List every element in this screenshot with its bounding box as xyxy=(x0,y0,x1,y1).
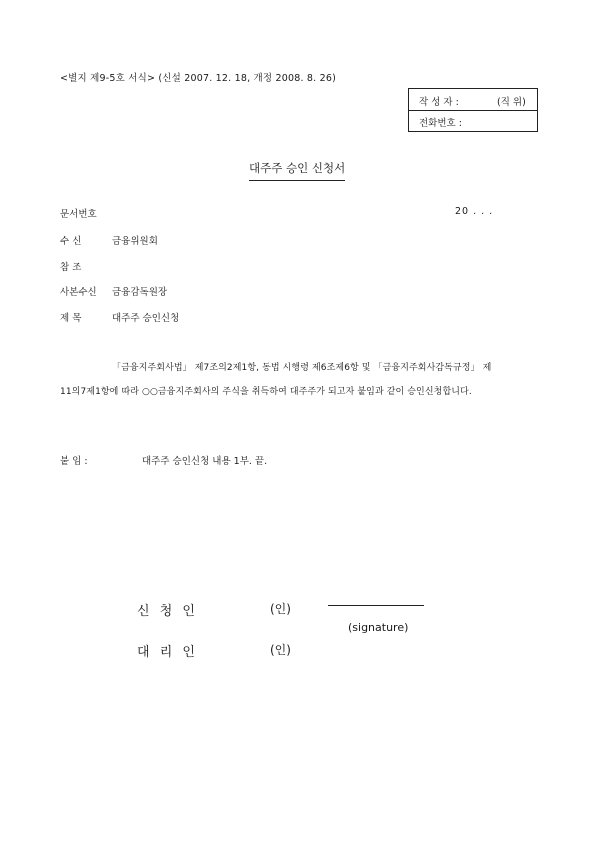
signature-caption: (signature) xyxy=(348,621,409,634)
applicant-label: 신 청 인 xyxy=(137,604,198,619)
phone-row xyxy=(409,110,537,131)
document-title: 대주주 승인 신청서 xyxy=(249,160,345,181)
recipient-value: 금융위원회 xyxy=(112,236,158,247)
author-position: (직 위) xyxy=(497,97,526,108)
subject-label: 제 목 xyxy=(60,313,82,324)
author-row xyxy=(409,89,537,111)
reference-label: 참 조 xyxy=(60,262,82,273)
writer-info-box xyxy=(408,88,538,132)
form-reference: <별지 제9-5호 서식> (신설 2007. 12. 18, 개정 2008. 8. 26) xyxy=(60,73,336,84)
body-text-line-2: 11의7제1항에 따라 ○○금융지주회사의 주식을 취득하여 대주주가 되고자 붙임과 같이 승인신청합니다. xyxy=(60,387,472,397)
attachment-label: 붙 임 : xyxy=(60,456,88,467)
body-text-line-1: 「금융지주회사법」 제7조의2제1항, 동법 시행령 제6조제6항 및 「금융지주회사감독규정」 제 xyxy=(112,363,492,373)
applicant-seal: (인) xyxy=(270,602,291,616)
author-label: 작 성 자 : xyxy=(419,97,459,108)
phone-label: 전화번호 : xyxy=(419,118,462,129)
cc-value: 금융감독원장 xyxy=(112,287,168,298)
cc-label: 사본수신 xyxy=(60,287,97,298)
doc-number-label: 문서번호 xyxy=(60,209,97,220)
signature-line xyxy=(328,605,424,606)
agent-label: 대 리 인 xyxy=(137,645,198,660)
recipient-label: 수 신 xyxy=(60,236,82,247)
attachment-text: 대주주 승인신청 내용 1부. 끝. xyxy=(142,456,268,467)
document-date: 20 . . . xyxy=(455,206,494,217)
subject-value: 대주주 승인신청 xyxy=(112,313,180,324)
agent-seal: (인) xyxy=(270,643,291,657)
